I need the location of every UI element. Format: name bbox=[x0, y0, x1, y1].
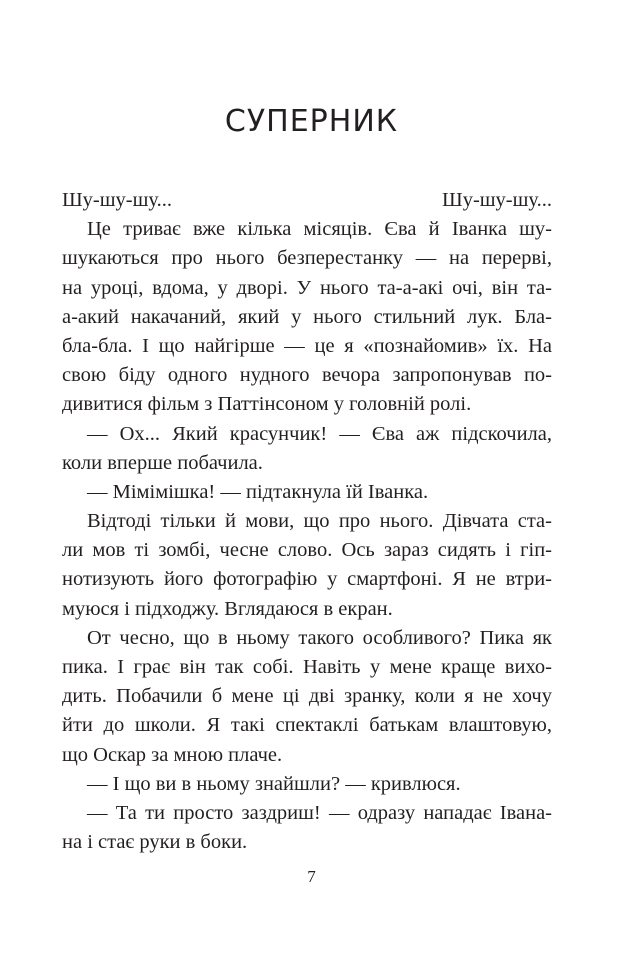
text-line: Шу-шу-шу... Шу-шу-шу... bbox=[62, 189, 552, 211]
text-line: йти до школи. Я такі спектаклі батькам влаштовую, bbox=[62, 714, 552, 737]
text-line: ли мов ті зомбі, чесне слово. Ось зараз сидять і гіп- bbox=[62, 539, 552, 562]
text-line: дить. Побачили б мене ці дві зранку, коли я не хочу bbox=[62, 685, 552, 708]
body-text bbox=[62, 186, 552, 857]
text-line: Це триває вже кілька місяців. Єва й Іванка шу- bbox=[87, 218, 552, 241]
text-line: нотизують його фотографію у смартфоні. Я не втри- bbox=[62, 568, 552, 591]
text-line: свою біду одного нудного вечора запропонував по- bbox=[62, 364, 552, 387]
text-line: на і стає руки в боки. bbox=[62, 831, 248, 854]
chapter-title: СУПЕРНИК bbox=[224, 104, 399, 139]
text-line: муюся і підходжу. Вглядаюся в екран. bbox=[62, 597, 393, 620]
text-line: пика. І грає він так собі. Навіть у мене краще вихо- bbox=[62, 656, 552, 678]
text-line: дивитися фільм з Паттінсоном у головній ролі. bbox=[62, 393, 472, 416]
text-line: — Ох... Який красунчик! — Єва аж підскочила, bbox=[87, 422, 552, 445]
text-line: бла-бла. І що найгірше — це я «познайомив» їх. На bbox=[62, 334, 552, 357]
text-line: шукаються про нього безперестанку — на перерві, bbox=[62, 247, 552, 270]
text-line: — І що ви в ньому знайшли? — кривлюся. bbox=[87, 772, 461, 795]
text-line: — Та ти просто заздриш! — одразу нападає Івана- bbox=[87, 801, 552, 824]
text-line: — Мімімішка! — підтакнула їй Іванка. bbox=[87, 480, 429, 503]
text-line: а-акий накачаний, який у нього стильний лук. Бла- bbox=[62, 305, 552, 328]
text-line: От чесно, що в ньому такого особливого? Пика як bbox=[87, 626, 552, 649]
text-line: що Оскар за мною плаче. bbox=[62, 743, 283, 766]
page-number: 7 bbox=[307, 867, 316, 886]
text-line: на уроці, вдома, у дворі. У нього та-а-акі очі, він та- bbox=[62, 276, 552, 299]
text-line: коли вперше побачила. bbox=[62, 451, 263, 474]
text-line: Відтоді тільки й мови, що про нього. Дівчата ста- bbox=[87, 510, 552, 533]
